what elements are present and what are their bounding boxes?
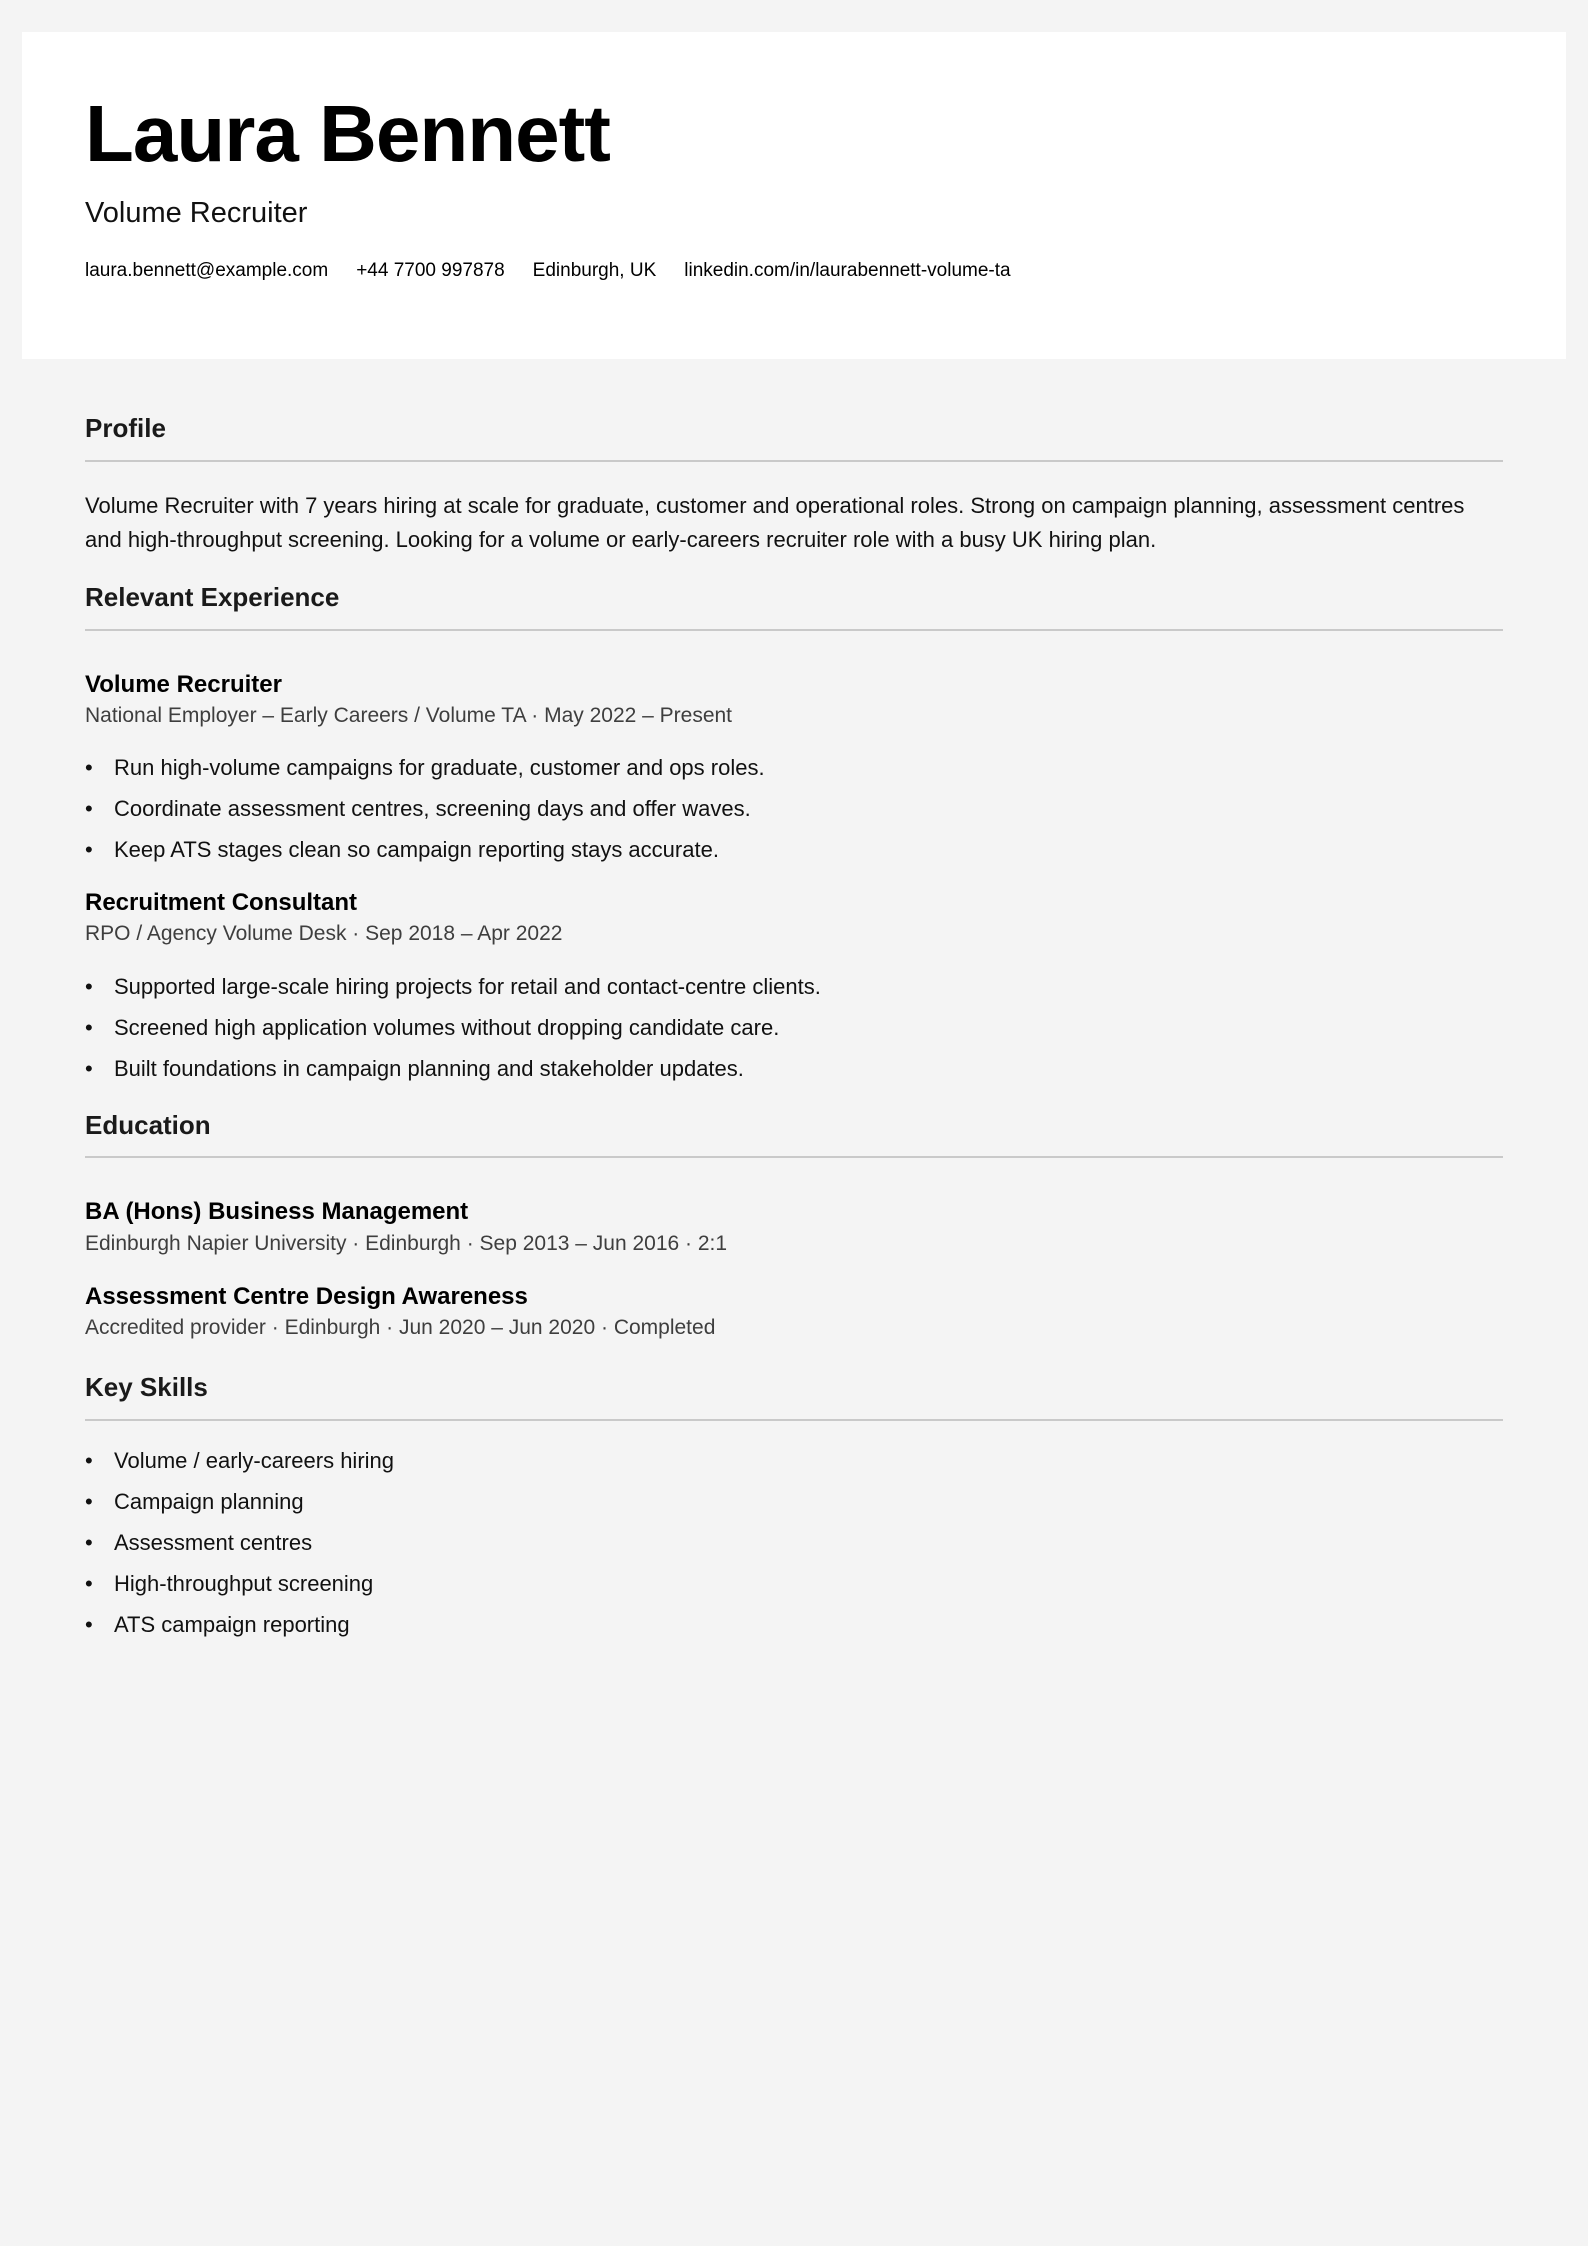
degree-meta: Edinburgh Napier University · Edinburgh · Sep 2013 – Jun 2016 · 2:1 [85, 1231, 728, 1255]
section-title: Relevant Experience [85, 581, 340, 612]
education-entry [85, 1281, 1503, 1341]
list-item: • Assessment centres [85, 1522, 1503, 1563]
education-entry [85, 1196, 1503, 1256]
job-bullets [85, 747, 1503, 870]
contact-row [85, 260, 1011, 283]
profile-section [85, 412, 1503, 557]
section-title: Education [85, 1109, 211, 1140]
job-entry [85, 669, 1503, 870]
job-entry [85, 887, 1503, 1088]
contact-phone[interactable]: +44 7700 997878 [356, 260, 505, 281]
list-item: • Volume / early-careers hiring [85, 1440, 1503, 1481]
candidate-name: Laura Bennett [85, 89, 610, 178]
list-item: • Campaign planning [85, 1481, 1503, 1522]
experience-section [85, 581, 1503, 1089]
contact-linkedin[interactable]: linkedin.com/in/laurabennett-volume-ta [684, 260, 1011, 281]
section-divider [85, 1156, 1503, 1158]
section-title: Key Skills [85, 1372, 208, 1403]
skills-list [85, 1440, 1503, 1645]
certificate-meta: Accredited provider · Edinburgh · Jun 2020 – Jun 2020 · Completed [85, 1316, 716, 1340]
section-divider [85, 1419, 1503, 1421]
resume-header [22, 32, 1566, 359]
section-divider [85, 460, 1503, 462]
job-meta: RPO / Agency Volume Desk · Sep 2018 – Apr 2022 [85, 922, 563, 946]
degree-title: BA (Hons) Business Management [85, 1198, 469, 1226]
job-title: Volume Recruiter [85, 670, 282, 698]
job-meta: National Employer – Early Careers / Volume TA · May 2022 – Present [85, 703, 733, 727]
list-item: • Built foundations in campaign planning and stakeholder updates. [85, 1048, 1503, 1089]
skills-section [85, 1371, 1503, 1645]
education-section [85, 1109, 1503, 1342]
section-divider [85, 629, 1503, 631]
list-item: • ATS campaign reporting [85, 1604, 1503, 1645]
list-item: • High-throughput screening [85, 1563, 1503, 1604]
contact-location: Edinburgh, UK [532, 260, 657, 281]
list-item: • Coordinate assessment centres, screening days and offer waves. [85, 788, 1503, 829]
list-item: • Screened high application volumes without dropping candidate care. [85, 1007, 1503, 1048]
job-bullets [85, 966, 1503, 1089]
contact-email[interactable]: laura.bennett@example.com [85, 260, 329, 281]
resume-body [85, 412, 1503, 1645]
profile-summary: Volume Recruiter with 7 years hiring at scale for graduate, customer and operational roles. Strong on campaign planning, assessment centres and high-throughput screening. Looking for a volume or early-careers recruiter role with a busy UK hiring plan. [85, 492, 1465, 552]
list-item: • Keep ATS stages clean so campaign reporting stays accurate. [85, 829, 1503, 870]
list-item: • Run high-volume campaigns for graduate, customer and ops roles. [85, 747, 1503, 788]
job-title: Recruitment Consultant [85, 889, 358, 917]
certificate-title: Assessment Centre Design Awareness [85, 1282, 528, 1310]
section-title: Profile [85, 413, 166, 443]
list-item: • Supported large-scale hiring projects for retail and contact-centre clients. [85, 966, 1503, 1007]
candidate-role: Volume Recruiter [85, 197, 308, 229]
